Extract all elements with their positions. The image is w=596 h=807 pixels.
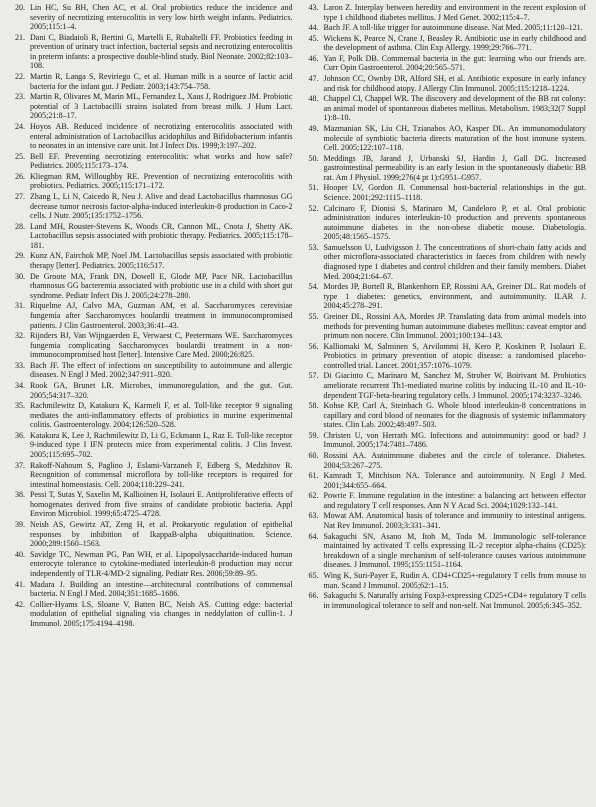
reference-item: [12, 222, 293, 251]
reference-text: Bach JF. The effect of infections on susceptibility to autoimmune and allergic diseases. N Engl J Med. 2002;347:911–920.: [30, 360, 293, 380]
references-right-column: [306, 3, 587, 807]
reference-item: [12, 152, 293, 171]
reference-number: 37.: [14, 460, 25, 470]
reference-number: 34.: [14, 380, 25, 390]
reference-number: 20.: [14, 3, 25, 12]
reference-text: Wing K, Suri-Payer E, Rudin A. CD4+CD25+-regulatory T cells from mouse to man. Scand J Immunol. 2005;62:1–15.: [323, 570, 586, 590]
reference-number: 62.: [308, 491, 319, 501]
reference-number: 29.: [14, 251, 25, 261]
reference-number: 45.: [308, 33, 319, 43]
reference-item: [12, 580, 293, 599]
reference-text: Dani C, Biadaioli R, Bertini G, Martelli E, Rubaltelli FF. Probiotics feeding in prevention of urinary tract infection, bacterial sepsis and necrotizing enterocolitis in preterm infants: a prospective double-blind study. Biol Neonate. 2002;82:103–108.: [30, 32, 293, 71]
reference-number: 42.: [14, 599, 25, 609]
reference-item: [306, 312, 587, 341]
reference-item: [12, 301, 293, 330]
reference-text: Di Giacinto C, Marinaro M, Sanchez M, Strober W, Boirivant M. Probiotics ameliorate recurrent Th1-mediated murine colitis by inducing IL-10 and IL-10-dependent TGF-beta-bearing regulatory cells. J Immunol. 2005;174:3237–3246.: [323, 371, 586, 400]
reference-item: [12, 431, 293, 460]
reference-item: [306, 511, 587, 530]
reference-number: 25.: [14, 151, 25, 161]
reference-number: 64.: [308, 531, 319, 541]
reference-number: 54.: [308, 282, 319, 292]
reference-number: 39.: [14, 520, 25, 530]
reference-item: [12, 381, 293, 400]
reference-text: Martin R, Langa S, Reviriego C, et al. Human milk is a source of lactic acid bacteria for the infant gut. J Pediatr. 2003;143:754–758.: [30, 72, 293, 91]
reference-text: Yan F, Polk DB. Commensal bacteria in the gut: learning who our friends are. Curr Opin Gastroenterol. 2004;20:565–571.: [323, 53, 586, 73]
reference-text: Bell EF. Preventing necrotizing enterocolitis: what works and how safe? Pediatrics. 2005;115:173–174.: [30, 151, 293, 171]
reference-item: [306, 342, 587, 371]
reference-item: [12, 361, 293, 380]
reference-item: [12, 401, 293, 430]
reference-item: [12, 331, 293, 360]
reference-number: 59.: [308, 430, 319, 440]
reference-number: 22.: [14, 72, 25, 82]
reference-number: 28.: [14, 221, 25, 231]
reference-item: [306, 124, 587, 153]
reference-text: Kliegman RM, Willoughby RE. Prevention of necrotizing enterocolitis with probiotics. Pediatrics. 2005;115:171–172.: [30, 171, 293, 191]
reference-text: Wickens K, Pearce N, Crane J, Beasley R. Antibiotic use in early childhood and the development of asthma. Clin Exp Allergy. 1999;29:766–771.: [323, 33, 586, 53]
reference-text: Calcinaro F, Dionisi S, Marinaro M, Candeloro P, et al. Oral probiotic administration induces interleukin-10 production and prevents spontaneous autoimmune diabetes in the non-obese diabetic mouse. Diabetologia. 2005;48:1565–1575.: [323, 203, 586, 242]
reference-number: 49.: [308, 123, 319, 133]
reference-item: [12, 72, 293, 91]
reference-item: [306, 591, 587, 610]
reference-text: De Groote MA, Frank DN, Dowell E, Glode MP, Pace NR. Lactobacillus rhamnosus GG bacteremia associated with probiotic use in a child with short gut syndrome. Pediatr Infect Dis J. 2005;24:278–280.: [30, 271, 293, 300]
reference-item: [306, 34, 587, 53]
reference-number: 35.: [14, 401, 25, 411]
reference-text: Pessi T, Sutas Y, Saxelin M, Kallioinen H, Isolauri E. Antiproliferative effects of homogenates derived from five strains of candidate probiotic bacteria. Appl Environ Microbiol. 1999;65:4725–4728.: [30, 490, 293, 519]
reference-text: Johnson CC, Ownby DR, Alford SH, et al. Antibiotic exposure in early infancy and risk for childhood atopy. J Allergy Clin Immunol. 2005;115:1218–1224.: [323, 74, 586, 93]
reference-number: 41.: [14, 579, 25, 589]
reference-number: 57.: [308, 371, 319, 381]
reference-text: Lin HC, Su BH, Chen AC, et al. Oral probiotics reduce the incidence and severity of necrotizing enterocolitis in very low birth weight infants. Pediatrics. 2005;115:1–4.: [30, 3, 293, 32]
reference-text: Hoyos AB. Reduced incidence of necrotizing enterocolitis associated with enteral administration of Lactobacillus acidophilus and Bifidobacterium infantis to neonates in an intensive care unit. Int J Infect Dis. 1999;3:197–202.: [30, 121, 293, 151]
reference-item: [306, 491, 587, 510]
reference-text: Kalliomaki M, Salminen S, Arvilommi H, Kero P, Koskinen P, Isolauri E. Probiotics in primary prevention of atopic disease: a randomised placebo-controlled trial. Lancet. 2001;357:1076–1079.: [323, 341, 586, 370]
reference-item: [12, 33, 293, 71]
reference-text: Zhang L, Li N, Caicedo R, Neu J. Alive and dead Lactobacillus rhamnosus GG decrease tumor necrosis factor-alpha-induced interleukin-8 production in Caco-2 cells. J Nutr. 2005;135:1752–1756.: [30, 191, 293, 221]
reference-text: Riquelme AJ, Calvo MA, Guzman AM, et al. Saccharomyces cerevisiae fungemia after Saccharomyces boulardii treatment in immunocompromised patients. J Clin Gastroenterol. 2003;36:41–43.: [30, 301, 293, 330]
reference-item: [12, 3, 293, 32]
reference-text: Chappel CI, Chappel WR. The discovery and development of the BB rat colony: an animal model of spontaneous diabetes mellitus. Metabolism. 1983;32(7 Suppl 1):8–10.: [323, 94, 586, 123]
reference-number: 63.: [308, 511, 319, 521]
reference-item: [306, 74, 587, 93]
reference-text: Mazmanian SK, Liu CH, Tzianabos AO, Kasper DL. An immunomodulatory molecule of symbiotic bacteria directs maturation of the host immune system. Cell. 2005;122:107–118.: [323, 123, 586, 153]
reference-text: Sakaguchi S. Naturally arising Foxp3-expressing CD25+CD4+ regulatory T cells in immunological tolerance to self and non-self. Nat Immunol. 2005;6:345–352.: [323, 591, 586, 610]
reference-item: [12, 92, 293, 121]
reference-number: 30.: [14, 271, 25, 281]
reference-number: 36.: [14, 430, 25, 440]
reference-number: 24.: [14, 121, 25, 131]
reference-text: Rijnders BJ, Van Wijngaerden E, Verwaest C, Peetermans WE. Saccharomyces fungemia complicating Saccharomyces boulardii treatment in a non-immunocompromised host [letter]. Intensive Care Med. 2000;26:825.: [30, 331, 293, 360]
reference-text: Sakaguchi SN, Asano M, Itoh M, Toda M. Immunologic self-tolerance maintained by activated T cells expressing IL-2 receptor alpha-chains (CD25): breakdown of a single mechanism of self-tolerance causes various autoimmune diseases. J Immunol. 1995;155:1151–1164.: [323, 531, 586, 570]
reference-item: [306, 204, 587, 242]
reference-number: 40.: [14, 549, 25, 559]
reference-number: 50.: [308, 153, 319, 163]
reference-text: Martin R, Olivares M, Marin ML, Fernandez L, Xaus J, Rodriguez JM. Probiotic potential of 3 Lactobacilli strains isolated from breast milk. J Hum Lact. 2005;21:8–17.: [30, 92, 293, 121]
reference-number: 44.: [308, 23, 319, 33]
reference-number: 61.: [308, 471, 319, 481]
reference-text: Hooper LV, Gordon JI. Commensal host-bacterial relationships in the gut. Science. 2001;292:1115–1118.: [323, 183, 586, 202]
reference-item: [306, 94, 587, 123]
reference-text: Kohse KP, Carl A, Steinbach G. Whole blood interleukin-8 concentrations in capillary and cord blood of neonates for the diagnosis of systemic inflammatory states. Clin Lab. 2002;48:497–503.: [323, 401, 586, 430]
reference-number: 48.: [308, 94, 319, 104]
reference-text: Samuelsson U, Ludvigsson J. The concentrations of short-chain fatty acids and other microflora-associated characteristics in faeces from children with newly diagnosed type 1 diabetes and control children and their family members. Diabet Med. 2004;21:64–67.: [323, 242, 586, 281]
reference-item: [306, 532, 587, 570]
reference-item: [12, 122, 293, 151]
reference-item: [306, 3, 587, 22]
reference-text: Rook GA, Brunet LR. Microbes, immunoregulation, and the gut. Gut. 2005;54:317–320.: [30, 380, 293, 400]
reference-text: Kamradt T, Mitchison NA. Tolerance and autoimmunity. N Engl J Med. 2001;344:655–664.: [323, 471, 586, 490]
reference-number: 53.: [308, 242, 319, 252]
references-left-column: [12, 3, 293, 807]
reference-item: [306, 571, 587, 590]
reference-number: 21.: [14, 32, 25, 42]
reference-item: [306, 401, 587, 430]
reference-text: Meddings JB, Jarand J, Urbanski SJ, Hardin J, Gall DG. Increased gastrointestinal permeability is an early lesion in the spontaneously diabetic BB rat. Am J Physiol. 1999;276(4 pt 1):G951–G957.: [323, 153, 586, 182]
reference-number: 52.: [308, 203, 319, 213]
reference-text: Rachmilewitz D, Katakura K, Karmeli F, et al. Toll-like receptor 9 signaling mediates the anti-inflammatory effects of probiotics in murine experimental colitis. Gastroenterology. 2004;126:520–528.: [30, 401, 293, 430]
reference-item: [306, 471, 587, 490]
reference-number: 58.: [308, 401, 319, 411]
reference-text: Bach JF. A toll-like trigger for autoimmune disease. Nat Med. 2005;11:120–121.: [323, 23, 583, 33]
reference-item: [306, 183, 587, 202]
reference-number: 32.: [14, 331, 25, 341]
reference-number: 65.: [308, 570, 319, 580]
reference-item: [306, 243, 587, 281]
reference-number: 47.: [308, 74, 319, 84]
reference-number: 38.: [14, 490, 25, 500]
reference-item: [306, 54, 587, 73]
reference-item: [12, 251, 293, 270]
reference-number: 55.: [308, 311, 319, 321]
reference-item: [306, 451, 587, 470]
reference-text: Kunz AN, Fairchok MP, Noel JM. Lactobacillus sepsis associated with probiotic therapy [letter]. Pediatrics. 2005;116:517.: [30, 251, 293, 271]
reference-number: 27.: [14, 191, 25, 201]
reference-number: 60.: [308, 451, 319, 461]
reference-number: 23.: [14, 92, 25, 102]
reference-number: 43.: [308, 3, 319, 12]
reference-item: [306, 23, 587, 33]
reference-text: Rossini AA. Autoimmune diabetes and the circle of tolerance. Diabetes. 2004;53:267–275.: [323, 451, 586, 470]
reference-item: [12, 192, 293, 221]
reference-item: [306, 431, 587, 450]
reference-item: [12, 272, 293, 301]
reference-text: Mordes JP, Bortell R, Blankenhorn EP, Rossini AA, Greiner DL. Rat models of type 1 diabetes: genetics, environment, and autoimmunity. ILAR J. 2004;45:278–291.: [323, 282, 586, 311]
reference-item: [306, 282, 587, 311]
reference-number: 51.: [308, 183, 319, 193]
reference-text: Neish AS, Gewirtz AT, Zeng H, et al. Prokaryotic regulation of epithelial responses by inhibition of IkappaB-alpha ubiquitination. Science. 2000;289:1560–1563.: [30, 520, 293, 549]
reference-number: 66.: [308, 591, 319, 601]
reference-text: Savidge TC, Newman PG, Pan WH, et al. Lipopolysaccharide-induced human enterocyte tolerance to cytokine-mediated interleukin-8 production may occur independently of TLR-4/MD-2 signaling. Pediatr Res. 2006;59:89–95.: [30, 549, 293, 578]
reference-text: Greiner DL, Rossini AA, Mordes JP. Translating data from animal models into methods for preventing human autoimmune diabetes mellitus: caveat emptor and primum non nocere. Clin Immunol. 2001;100:134–143.: [323, 311, 586, 341]
reference-number: 56.: [308, 341, 319, 351]
reference-number: 31.: [14, 301, 25, 311]
reference-text: Powrie F. Immune regulation in the intestine: a balancing act between effector and regulatory T cell responses. Ann N Y Acad Sci. 2004;1029:132–141.: [323, 491, 586, 510]
reference-item: [12, 600, 293, 629]
reference-text: Madara J. Building an intestine—architectural contributions of commensal bacteria. N Engl J Med. 2004;351:1685–1686.: [30, 579, 293, 599]
reference-text: Mowat AM. Anatomical basis of tolerance and immunity to intestinal antigens. Nat Rev Immunol. 2003;3:331–341.: [323, 511, 586, 531]
reference-text: Christen U, von Herrath MG. Infections and autoimmunity: good or bad? J Immunol. 2005;174:7481–7486.: [323, 430, 586, 450]
reference-text: Laron Z. Interplay between heredity and environment in the recent explosion of type 1 childhood diabetes mellitus. J Med Genet. 2002;115:4–7.: [323, 3, 586, 22]
reference-item: [12, 520, 293, 549]
reference-text: Rakoff-Nahoum S, Paglino J, Eslami-Varzaneh F, Edberg S, Medzhitov R. Recognition of commensal microflora by toll-like receptors is required for intestinal homeostasis. Cell. 2004;118:229–241.: [30, 460, 293, 489]
reference-item: [12, 490, 293, 519]
reference-item: [12, 461, 293, 490]
reference-number: 26.: [14, 171, 25, 181]
reference-number: 33.: [14, 360, 25, 370]
reference-text: Collier-Hyams LS, Sloane V, Batten BC, Neish AS. Cutting edge: bacterial modulation of epithelial signaling via changes in neddylation of cullin-1. J Immunol. 2005;175:4194–4198.: [30, 599, 293, 628]
reference-number: 46.: [308, 53, 319, 63]
reference-item: [306, 371, 587, 400]
reference-item: [12, 550, 293, 579]
reference-text: Katakura K, Lee J, Rachmilewitz D, Li G, Eckmann L, Raz E. Toll-like receptor 9-induced type I IFN protects mice from experimental colitis. J Clin Invest. 2005;115:695–702.: [30, 430, 293, 460]
reference-item: [306, 154, 587, 183]
reference-text: Land MH, Rouster-Stevens K, Woods CR, Cannon ML, Cnota J, Shetty AK. Lactobacillus sepsis associated with probiotic therapy. Pediatrics. 2005;115:178–181.: [30, 221, 293, 250]
reference-item: [12, 172, 293, 191]
